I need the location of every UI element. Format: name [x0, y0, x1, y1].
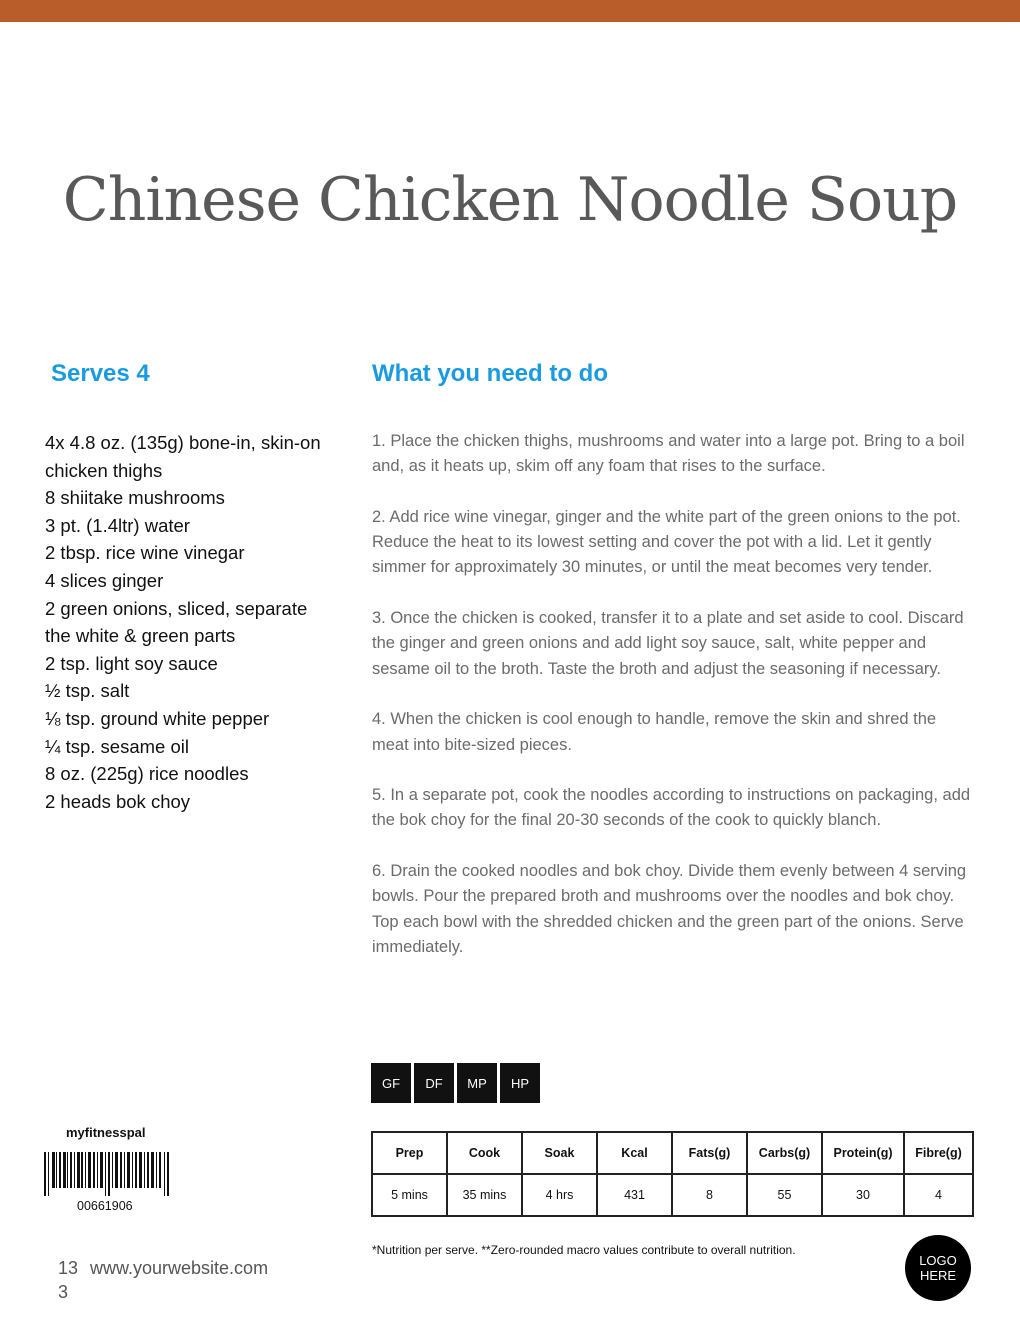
ingredient-item: 2 green onions, sliced, separate the white & green parts [45, 597, 308, 647]
ingredients-list [45, 429, 335, 815]
value-fibre: 4 [904, 1174, 973, 1216]
col-header-prep: Prep [372, 1132, 447, 1174]
website-link[interactable]: www.yourwebsite.com [90, 1258, 269, 1278]
barcode-number: 00661906 [77, 1199, 133, 1213]
method-step: 1. Place the chicken thighs, mushrooms and water into a large pot. Bring to a boil and, as it heats up, skim off any foam that rises to the surface. [372, 432, 965, 476]
method-heading: What you need to do [372, 360, 608, 387]
col-header-cook: Cook [447, 1132, 522, 1174]
col-header-soak: Soak [522, 1132, 597, 1174]
ingredient-item: 2 tbsp. rice wine vinegar [45, 542, 245, 564]
diet-badge-hp: HP [500, 1063, 540, 1103]
col-header-kcal: Kcal [597, 1132, 672, 1174]
top-accent-bar [0, 0, 1020, 22]
method-steps [372, 429, 972, 986]
method-step: 6. Drain the cooked noodles and bok choy. Divide them evenly between 4 serving bowls. Pour the prepared broth and mushrooms over the noodles and bok choy. Top each bowl with the shredded chicken and the green part of the onions. Serve immediately. [372, 862, 967, 956]
ingredient-item: 8 shiitake mushrooms [45, 487, 225, 509]
ingredient-item: 2 tsp. light soy sauce [45, 652, 218, 674]
nutrition-note: *Nutrition per serve. **Zero-rounded macro values contribute to overall nutrition. [372, 1243, 796, 1257]
value-kcal: 431 [597, 1174, 672, 1216]
logo-text: LOGO HERE [919, 1253, 957, 1283]
value-carbs: 55 [747, 1174, 822, 1216]
ingredient-item: 2 heads bok choy [45, 790, 191, 812]
myfitnesspal-label: myfitnesspal [66, 1125, 146, 1140]
diet-badges [371, 1063, 540, 1103]
ingredient-item: ⅛ tsp. ground white pepper [45, 707, 270, 729]
ingredient-item: 3 pt. (1.4ltr) water [45, 514, 190, 536]
servings-heading: Serves 4 [51, 360, 150, 387]
col-header-fibre: Fibre(g) [904, 1132, 973, 1174]
method-step: 3. Once the chicken is cooked, transfer it to a plate and set aside to cool. Discard the ginger and green onions and add light soy sauce, salt, white pepper and sesame oil to the broth. Taste the broth and adjust the seasoning if necessary. [372, 609, 964, 678]
value-cook: 35 mins [447, 1174, 522, 1216]
value-fats: 8 [672, 1174, 747, 1216]
ingredient-item: 4 slices ginger [45, 569, 164, 591]
method-step: 5. In a separate pot, cook the noodles according to instructions on packaging, add the bok choy for the final 20-30 seconds of the cook to quickly blanch. [372, 786, 971, 830]
value-prep: 5 mins [372, 1174, 447, 1216]
value-protein: 30 [822, 1174, 904, 1216]
value-soak: 4 hrs [522, 1174, 597, 1216]
nutrition-header-row [372, 1132, 973, 1174]
diet-badge-df: DF [414, 1063, 454, 1103]
method-step: 2. Add rice wine vinegar, ginger and the white part of the green onions to the pot. Reduce the heat to its lowest setting and cover the pot with a lid. Let it gently simmer for approximately 30 minutes, or until the meat becomes very tender. [372, 507, 961, 577]
method-step: 4. When the chicken is cool enough to handle, remove the skin and shred the meat into bite-sized pieces. [372, 710, 937, 754]
page-number: 133 [58, 1258, 79, 1302]
nutrition-values-row [372, 1174, 973, 1216]
nutrition-table [371, 1131, 974, 1217]
col-header-carbs: Carbs(g) [747, 1132, 822, 1174]
barcode-icon [44, 1152, 172, 1196]
ingredient-item: 4x 4.8 oz. (135g) bone-in, skin-on chicken thighs [45, 432, 321, 481]
ingredient-item: ½ tsp. salt [45, 680, 130, 702]
ingredient-item: ¼ tsp. sesame oil [45, 735, 189, 757]
ingredient-item: 8 oz. (225g) rice noodles [45, 763, 249, 785]
col-header-protein: Protein(g) [822, 1132, 904, 1174]
recipe-title: Chinese Chicken Noodle Soup [62, 165, 958, 235]
logo-placeholder [905, 1235, 971, 1301]
diet-badge-gf: GF [371, 1063, 411, 1103]
col-header-fats: Fats(g) [672, 1132, 747, 1174]
diet-badge-mp: MP [457, 1063, 497, 1103]
